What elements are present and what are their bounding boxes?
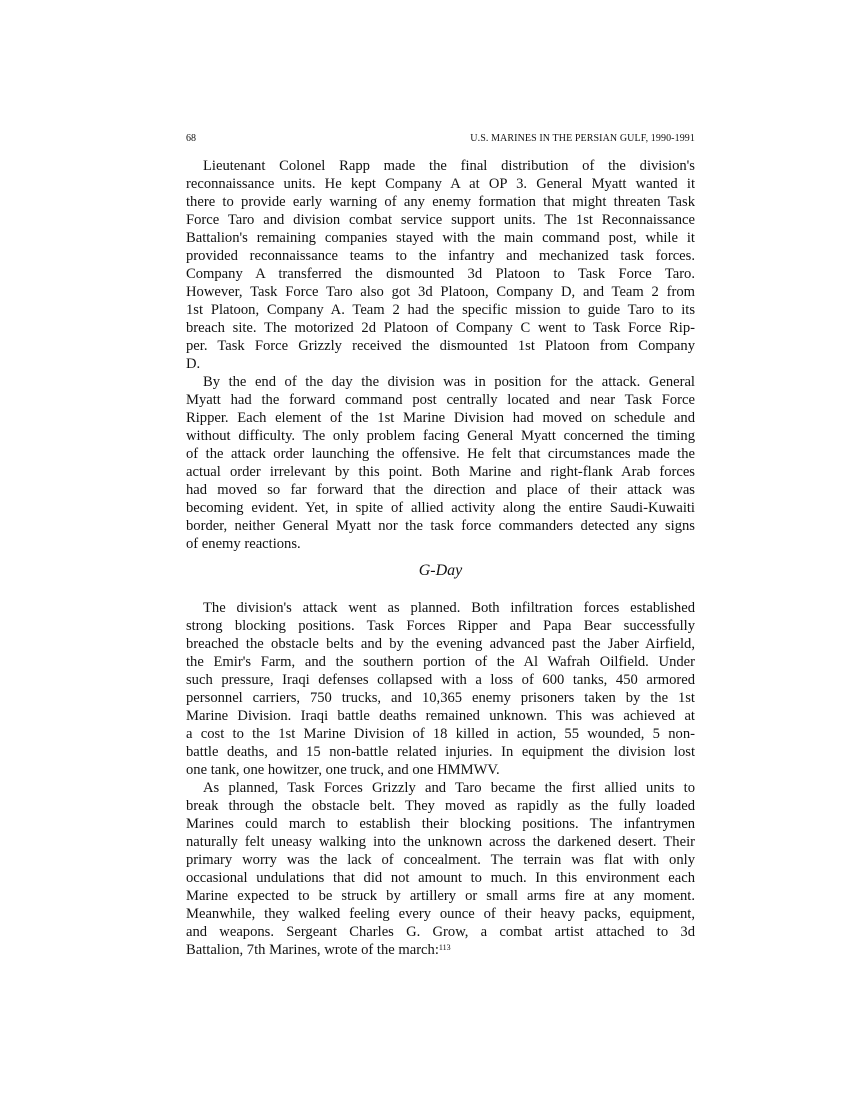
text-line-content: 1st Platoon, Company A. Team 2 had the specific mission to guide Taro to its bbox=[186, 302, 695, 318]
text-line-content: there to provide early warning of any enemy formation that might threaten Task bbox=[186, 194, 695, 210]
text-line-content: Battalion's remaining companies stayed with the main command post, while it bbox=[186, 230, 695, 246]
paragraph-4 bbox=[186, 779, 695, 959]
text-line bbox=[186, 463, 695, 481]
text-line bbox=[186, 779, 695, 797]
text-line-content: By the end of the day the division was in position for the attack. General bbox=[203, 374, 695, 390]
text-line-content: As planned, Task Forces Grizzly and Taro became the first allied units to bbox=[203, 780, 695, 796]
text-line-content: border, neither General Myatt nor the task force commanders detected any signs bbox=[186, 518, 695, 534]
running-header bbox=[186, 133, 695, 147]
text-line bbox=[186, 247, 695, 265]
text-line bbox=[186, 761, 695, 779]
text-line bbox=[186, 617, 695, 635]
text-line bbox=[186, 923, 695, 941]
text-line-content: break through the obstacle belt. They moved as rapidly as the fully loaded bbox=[186, 798, 695, 814]
text-line-content: reconnaissance units. He kept Company A at OP 3. General Myatt wanted it bbox=[186, 176, 695, 192]
text-line bbox=[186, 157, 695, 175]
text-line-content: without difficulty. The only problem facing General Myatt concerned the timing bbox=[186, 428, 695, 444]
text-line-content: and weapons. Sergeant Charles G. Grow, a combat artist attached to 3d bbox=[186, 924, 695, 940]
text-line-content: breach site. The motorized 2d Platoon of Company C went to Task Force Rip- bbox=[186, 320, 695, 336]
text-line bbox=[186, 355, 695, 373]
text-line bbox=[186, 833, 695, 851]
text-line-content: The division's attack went as planned. Both infiltration forces established bbox=[203, 600, 695, 616]
text-line-content: had moved so far forward that the direction and place of their attack was bbox=[186, 482, 695, 498]
text-line-content: provided reconnaissance teams to the infantry and mechanized task forces. bbox=[186, 248, 695, 264]
text-line-content: actual order irrelevant by this point. Both Marine and right-flank Arab forces bbox=[186, 464, 695, 480]
text-line bbox=[186, 373, 695, 391]
text-line bbox=[186, 409, 695, 427]
text-line bbox=[186, 941, 695, 959]
text-line bbox=[186, 599, 695, 617]
text-line bbox=[186, 517, 695, 535]
paragraph-3 bbox=[186, 599, 695, 779]
text-line bbox=[186, 689, 695, 707]
text-line-content: Company A transferred the dismounted 3d Platoon to Task Force Taro. bbox=[186, 266, 695, 282]
text-line-content: Meanwhile, they walked feeling every ounce of their heavy packs, equipment, bbox=[186, 906, 695, 922]
text-line bbox=[186, 869, 695, 887]
text-line bbox=[186, 671, 695, 689]
text-line bbox=[186, 301, 695, 319]
text-line bbox=[186, 815, 695, 833]
paragraph-1 bbox=[186, 157, 695, 373]
text-line-content: such pressure, Iraqi defenses collapsed with a loss of 600 tanks, 450 armored bbox=[186, 672, 695, 688]
text-line bbox=[186, 391, 695, 409]
text-line bbox=[186, 283, 695, 301]
text-line-content: However, Task Force Taro also got 3d Platoon, Company D, and Team 2 from bbox=[186, 284, 695, 300]
text-line-content: battle deaths, and 15 non-battle related injuries. In equipment the division lost bbox=[186, 744, 695, 760]
text-line bbox=[186, 175, 695, 193]
text-line-content: the Emir's Farm, and the southern portion of the Al Wafrah Oilfield. Under bbox=[186, 654, 695, 670]
text-line-content: primary worry was the lack of concealment. The terrain was flat with only bbox=[186, 852, 695, 868]
text-line-content: Force Taro and division combat service support units. The 1st Reconnaissance bbox=[186, 212, 695, 228]
text-line-content: D. bbox=[186, 356, 201, 372]
text-line bbox=[186, 211, 695, 229]
text-line-content: Myatt had the forward command post centrally located and near Task Force bbox=[186, 392, 695, 408]
text-line-content: Marine expected to be struck by artillery or small arms fire at any moment. bbox=[186, 888, 695, 904]
text-line-content: of enemy reactions. bbox=[186, 536, 301, 552]
text-line bbox=[186, 535, 695, 553]
text-line bbox=[186, 707, 695, 725]
text-line-content: occasional undulations that did not amount to much. In this environment each bbox=[186, 870, 695, 886]
text-line-content: Lieutenant Colonel Rapp made the final distribution of the division's bbox=[203, 158, 695, 174]
text-line-content: a cost to the 1st Marine Division of 18 killed in action, 55 wounded, 5 non- bbox=[186, 726, 695, 742]
text-line-content: personnel carriers, 750 trucks, and 10,365 enemy prisoners taken by the 1st bbox=[186, 690, 695, 706]
running-head-title: U.S. MARINES IN THE PERSIAN GULF, 1990-1991 bbox=[470, 133, 695, 144]
footnote-reference: 113 bbox=[438, 943, 451, 952]
text-line-content: Marine Division. Iraqi battle deaths remained unknown. This was achieved at bbox=[186, 708, 695, 724]
text-line bbox=[186, 797, 695, 815]
text-line bbox=[186, 481, 695, 499]
text-line bbox=[186, 427, 695, 445]
text-line bbox=[186, 445, 695, 463]
text-line bbox=[186, 265, 695, 283]
text-line-content: one tank, one howitzer, one truck, and one HMMWV. bbox=[186, 762, 500, 778]
text-line bbox=[186, 319, 695, 337]
text-line bbox=[186, 635, 695, 653]
text-line bbox=[186, 725, 695, 743]
text-line-content: strong blocking positions. Task Forces Ripper and Papa Bear successfully bbox=[186, 618, 695, 634]
text-line-content: Marines could march to establish their blocking positions. The infantrymen bbox=[186, 816, 695, 832]
text-line bbox=[186, 499, 695, 517]
text-line bbox=[186, 337, 695, 355]
text-line-content: per. Task Force Grizzly received the dismounted 1st Platoon from Company bbox=[186, 338, 695, 354]
text-line bbox=[186, 887, 695, 905]
text-line-content: Ripper. Each element of the 1st Marine Division had moved on schedule and bbox=[186, 410, 695, 426]
page-number: 68 bbox=[186, 133, 196, 144]
text-line bbox=[186, 743, 695, 761]
text-line-content: breached the obstacle belts and by the evening advanced past the Jaber Airfield, bbox=[186, 636, 695, 652]
text-line bbox=[186, 229, 695, 247]
text-line-content: naturally felt uneasy walking into the unknown across the darkened desert. Their bbox=[186, 834, 695, 850]
text-line-content: becoming evident. Yet, in spite of allied activity along the entire Saudi-Kuwaiti bbox=[186, 500, 695, 516]
paragraph-2 bbox=[186, 373, 695, 553]
text-line-content: Battalion, 7th Marines, wrote of the march: bbox=[186, 942, 439, 958]
text-line bbox=[186, 653, 695, 671]
section-heading: G-Day bbox=[418, 562, 463, 579]
text-line bbox=[186, 193, 695, 211]
text-line-content: of the attack order launching the offensive. He felt that circumstances made the bbox=[186, 446, 695, 462]
text-line bbox=[186, 851, 695, 869]
text-line bbox=[186, 905, 695, 923]
